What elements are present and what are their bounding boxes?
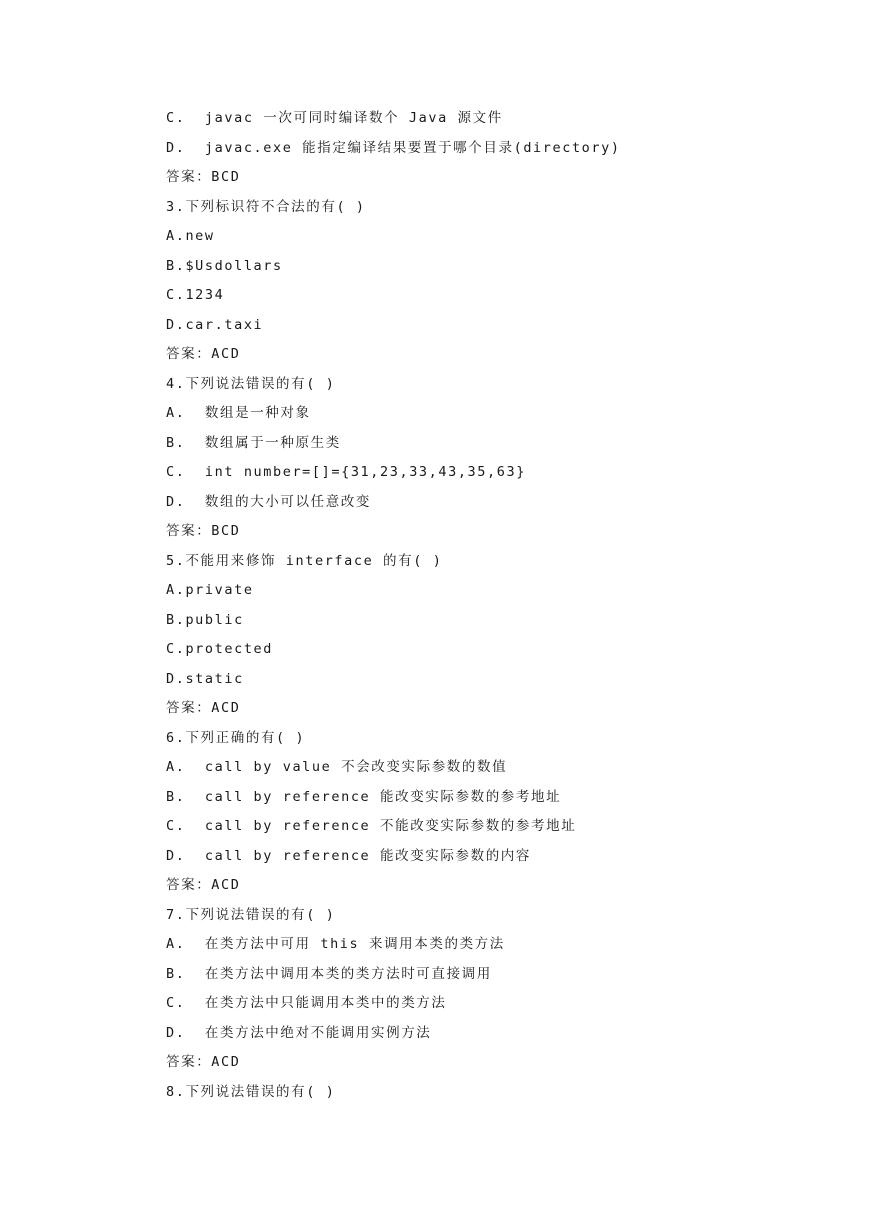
option-c-q5: C.protected [166,641,274,657]
option-a-q4: A. 数组是一种对象 [166,405,311,421]
option-a-q3: A.new [166,228,215,244]
option-a-q7: A. 在类方法中可用 this 来调用本类的类方法 [166,936,505,952]
option-b-q4: B. 数组属于一种原生类 [166,434,341,451]
option-a-q6: A. call by value 不会改变实际参数的数值 [166,759,508,775]
option-d-q6: D. call by reference 能改变实际参数的内容 [166,847,532,864]
option-a-q5: A.private [166,582,254,598]
answer-q2: 答案：BCD [166,169,241,185]
question-8: 8.下列说法错误的有( ) [166,1083,336,1100]
answer-q6: 答案：ACD [166,877,241,893]
option-c-q3: C.1234 [166,287,225,303]
option-d-q7: D. 在类方法中绝对不能调用实例方法 [166,1024,432,1041]
question-7: 7.下列说法错误的有( ) [166,906,336,923]
option-b-q6: B. call by reference 能改变实际参数的参考地址 [166,788,562,805]
option-b-q7: B. 在类方法中调用本类的类方法时可直接调用 [166,965,492,982]
option-d-q5: D.static [166,670,244,687]
option-b-q5: B.public [166,611,244,628]
option-c-q2: C. javac 一次可同时编译数个 Java 源文件 [166,110,503,126]
option-c-q6: C. call by reference 不能改变实际参数的参考地址 [166,818,577,834]
answer-q5: 答案：ACD [166,700,241,716]
option-d-q4: D. 数组的大小可以任意改变 [166,493,372,510]
option-d-q3: D.car.taxi [166,316,264,333]
document-body [166,104,826,1107]
answer-q7: 答案：ACD [166,1054,241,1070]
answer-q4: 答案：BCD [166,523,241,539]
question-3: 3.下列标识符不合法的有( ) [166,198,366,215]
question-5: 5.不能用来修饰 interface 的有( ) [166,552,443,569]
question-6: 6.下列正确的有( ) [166,729,306,746]
option-c-q7: C. 在类方法中只能调用本类中的类方法 [166,995,447,1011]
option-b-q3: B.$Usdollars [166,257,283,274]
answer-q3: 答案：ACD [166,346,241,362]
question-4: 4.下列说法错误的有( ) [166,375,336,392]
option-d-q2: D. javac.exe 能指定编译结果要置于哪个目录(directory) [166,139,621,156]
option-c-q4: C. int number=[]={31,23,33,43,35,63} [166,464,526,480]
